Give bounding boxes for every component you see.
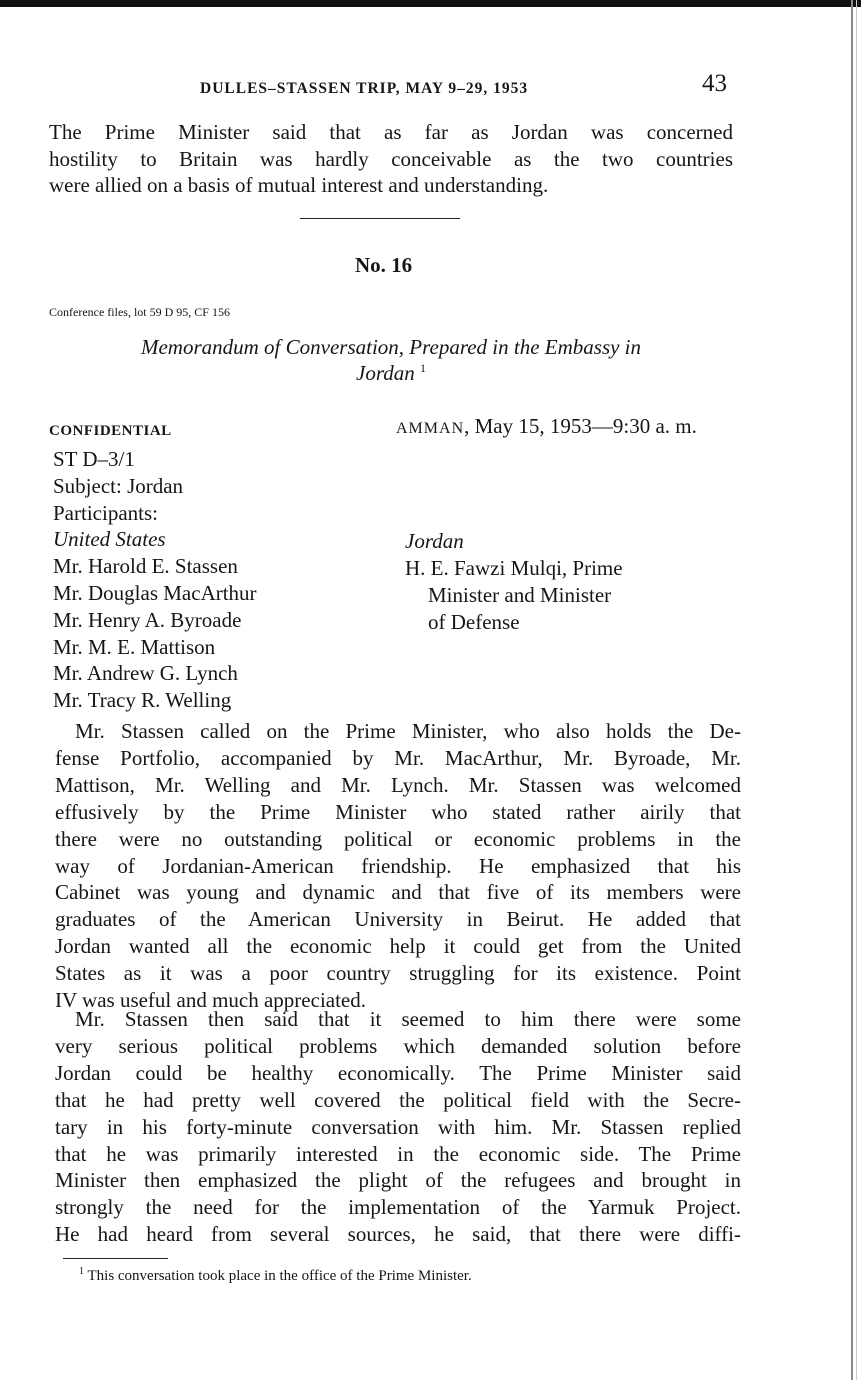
body-line: Minister then emphasized the plight of the refugees and brought in <box>55 1168 741 1193</box>
participant: Mr. Henry A. Byroade <box>53 607 242 632</box>
scan-top-edge <box>0 0 861 7</box>
source-note: Conference files, lot 59 D 95, CF 156 <box>49 305 230 319</box>
participant: Mr. Tracy R. Welling <box>53 688 232 713</box>
document-title-line-2 <box>49 360 733 386</box>
intro-line: hostility to Britain was hardly conceivable as the two countries <box>49 146 733 171</box>
jordan-participant: H. E. Fawzi Mulqi, Prime <box>405 556 623 580</box>
intro-paragraph <box>49 119 733 199</box>
place-date-line <box>396 414 697 439</box>
classification-label: CONFIDENTIAL <box>49 423 172 439</box>
jordan-participant-title: of Defense <box>428 610 520 634</box>
running-head: DULLES–STASSEN TRIP, MAY 9–29, 1953 <box>200 80 529 97</box>
body-line: way of Jordanian-American friendship. He emphasized that his <box>55 853 741 878</box>
body-line: Jordan wanted all the economic help it could get from the United <box>55 934 741 959</box>
footnote-number: 1 <box>79 1266 84 1277</box>
body-line: Mr. Stassen then said that it seemed to him there were some <box>75 1007 741 1031</box>
page-number: 43 <box>702 70 727 97</box>
body-paragraph-1 <box>55 718 741 1014</box>
body-line: graduates of the American University in Beirut. He added that <box>55 907 741 932</box>
participant: Mr. Harold E. Stassen <box>53 554 238 579</box>
participant: Mr. Andrew G. Lynch <box>53 661 238 686</box>
jordan-delegation <box>405 528 623 636</box>
body-line: Mr. Stassen called on the Prime Minister, who also holds the De- <box>75 719 741 743</box>
body-line: there were no outstanding political or economic problems in the <box>55 826 741 851</box>
body-line: effusively by the Prime Minister who stated rather airily that <box>55 799 741 824</box>
intro-line: The Prime Minister said that as far as Jordan was concerned <box>49 120 733 144</box>
document-title-line: Memorandum of Conversation, Prepared in the Embassy in <box>140 335 642 359</box>
document-title <box>49 334 733 386</box>
body-line: States as it was a poor country struggling for its existence. Point <box>55 961 741 986</box>
footnote-divider <box>63 1258 168 1259</box>
document-title-country: Jordan <box>356 361 415 385</box>
participant: Mr. Douglas MacArthur <box>53 580 257 605</box>
jordan-delegation-label: Jordan <box>405 529 464 553</box>
body-line: He had heard from several sources, he said, that there were diffi- <box>55 1222 741 1247</box>
footnote <box>79 1266 472 1285</box>
section-divider <box>300 218 460 219</box>
participants-label: Participants: <box>53 500 158 525</box>
body-line: fense Portfolio, accompanied by Mr. MacArthur, Mr. Byroade, Mr. <box>55 745 741 770</box>
body-line: that he was primarily interested in the economic side. The Prime <box>55 1141 741 1166</box>
body-line: tary in his forty-minute conversation with him. Mr. Stassen replied <box>55 1114 741 1139</box>
scan-right-edge <box>851 0 853 1380</box>
body-line: Mattison, Mr. Welling and Mr. Lynch. Mr. Stassen was welcomed <box>55 772 741 797</box>
scan-right-edge-shadow <box>856 0 857 1380</box>
place-name: AMMAN <box>396 420 465 437</box>
date-time: , May 15, 1953—9:30 a. m. <box>464 414 697 438</box>
jordan-participant-title: Minister and Minister <box>428 583 612 607</box>
footnote-text: This conversation took place in the office of the Prime Minister. <box>87 1268 472 1284</box>
body-paragraph-2 <box>55 1006 741 1248</box>
body-line: strongly the need for the implementation of the Yarmuk Project. <box>55 1195 741 1220</box>
document-number: No. 16 <box>355 253 413 277</box>
footnote-mark: 1 <box>419 361 426 375</box>
reference-code: ST D–3/1 <box>53 447 135 471</box>
body-line: very serious political problems which demanded solution before <box>55 1033 741 1058</box>
intro-line: were allied on a basis of mutual interest and understanding. <box>49 173 549 197</box>
subject-line: Subject: Jordan <box>53 473 184 498</box>
us-delegation-label: United States <box>53 527 166 552</box>
body-line: Cabinet was young and dynamic and that five of its members were <box>55 880 741 905</box>
body-line: Jordan could be healthy economically. The Prime Minister said <box>55 1060 741 1085</box>
body-line: IV was useful and much appreciated. <box>55 988 367 1013</box>
header-fields <box>53 446 257 714</box>
participant: Mr. M. E. Mattison <box>53 634 216 659</box>
body-line: that he had pretty well covered the political field with the Secre- <box>55 1087 741 1112</box>
